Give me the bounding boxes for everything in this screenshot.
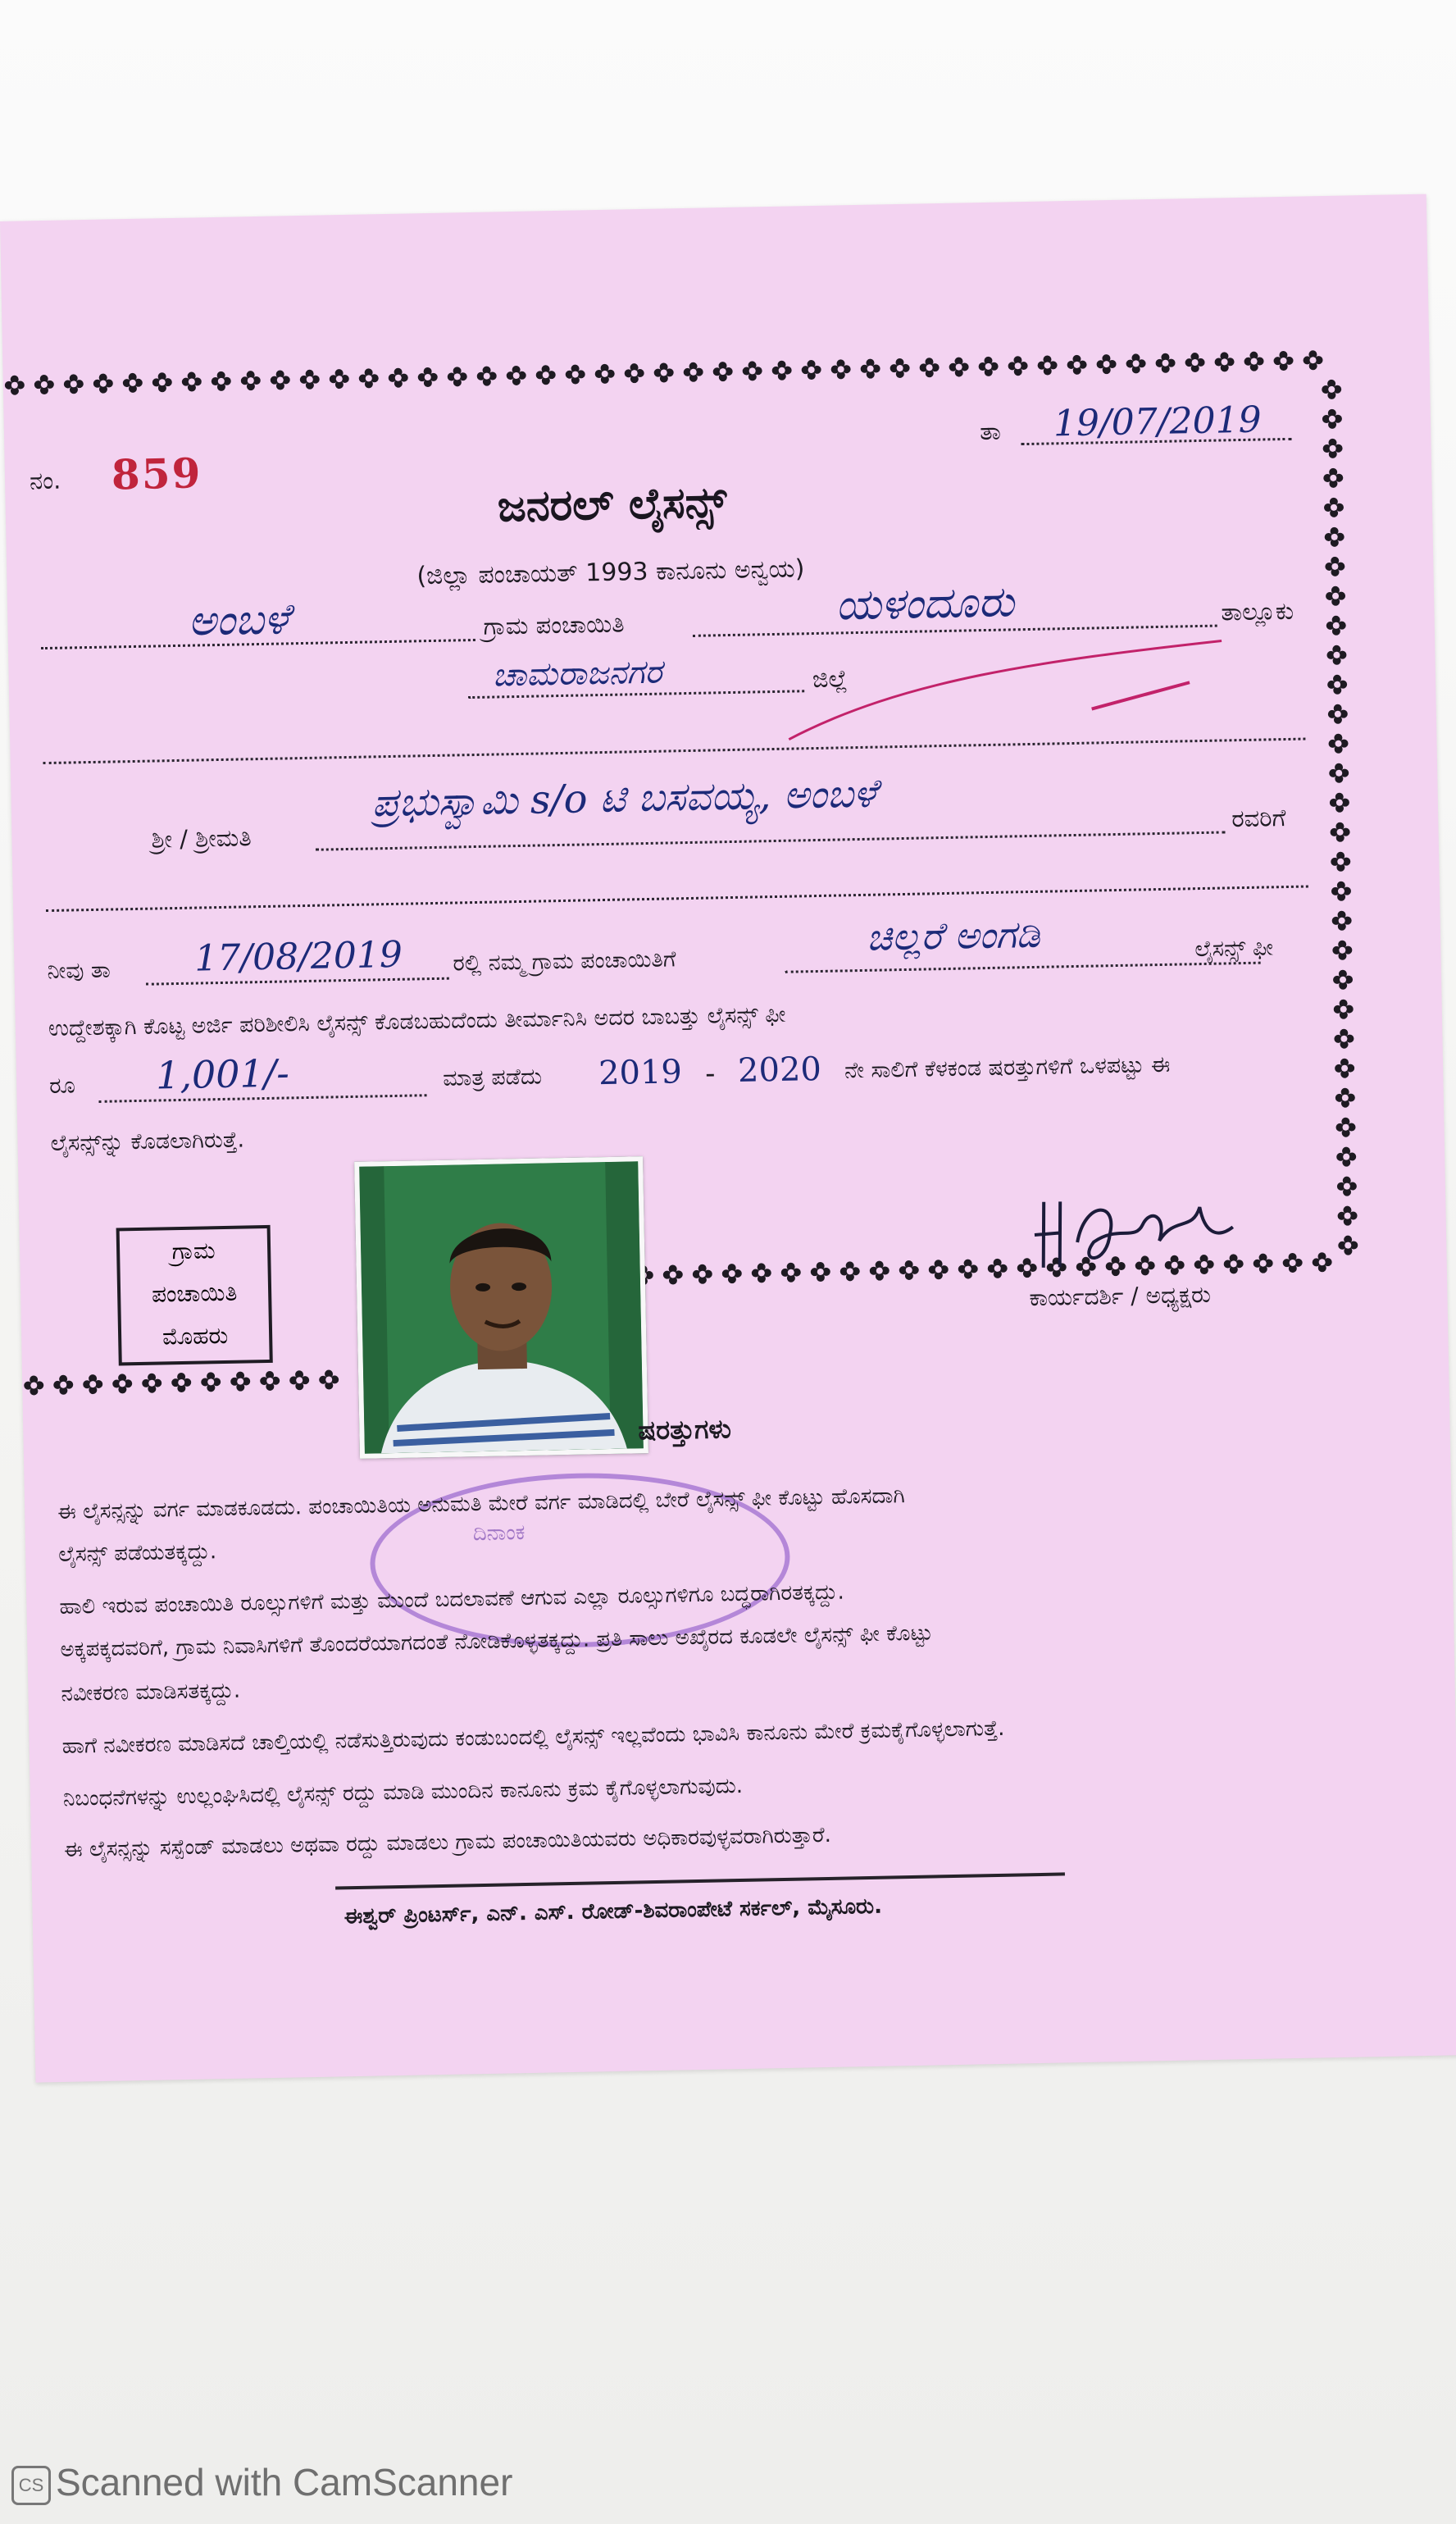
border-flower: [1331, 852, 1350, 872]
year-suffix: ನೇ ಸಾಲಿಗೆ ಕೆಳಕಂಡ ಷರತ್ತುಗಳಿಗೆ ಒಳಪಟ್ಟು ಈ: [844, 1051, 1171, 1084]
border-flower: [899, 1260, 919, 1280]
document-subtitle: (ಜಿಲ್ಲಾ ಪಂಚಾಯತ್ 1993 ಕಾನೂನು ಅನ್ವಯ): [416, 554, 805, 591]
border-flower: [771, 360, 791, 380]
border-flower: [1337, 1205, 1357, 1225]
border-flower: [624, 363, 644, 383]
border-flower: [330, 369, 349, 389]
application-date: 17/08/2019: [193, 933, 403, 980]
amount-mid: ಮಾತ್ರ ಪಡೆದು: [442, 1064, 543, 1091]
border-flower: [300, 370, 320, 390]
border-flower: [1185, 353, 1204, 372]
taluk-label: ತಾಲ್ಲೂಕು: [1221, 596, 1294, 626]
border-flower: [5, 375, 25, 394]
border-flower: [781, 1262, 801, 1282]
border-flower: [693, 1264, 712, 1284]
border-flower: [752, 1263, 771, 1283]
border-flower: [83, 1374, 102, 1394]
body-line-7: ಲೈಸನ್ಸ್‌ನ್ನು ಕೊಡಲಾಗಿರುತ್ತೆ.: [50, 1127, 245, 1157]
border-flower: [919, 358, 939, 377]
district-name: ಚಾಮರಾಜನಗರ: [492, 653, 662, 695]
border-flower: [1329, 763, 1349, 783]
border-flower: [53, 1375, 73, 1395]
date-value: 19/07/2019: [1053, 399, 1263, 445]
name-prefix: ಶ್ರೀ / ಶ್ರೀಮತಿ: [151, 823, 253, 854]
border-flower: [1334, 999, 1354, 1018]
border-flower: [93, 373, 113, 393]
border-flower: [1008, 356, 1027, 376]
border-flower: [1328, 734, 1348, 754]
printer-credit: ಈಶ್ವರ್ ಪ್ರಿಂಟರ್ಸ್, ಎನ್. ಎಸ್. ರೋಡ್-ಶಿವರಾಂಪೇಟೆ ಸರ್ಕಲ್, ಮೈಸೂರು.: [344, 1893, 883, 1929]
border-flower: [1322, 439, 1342, 458]
name-suffix: ರವರಿಗೆ: [1231, 804, 1286, 833]
pen-stroke-mark: [779, 624, 1240, 756]
signature-text: [1045, 1268, 1051, 1269]
panchayat-name: ಅಂಬಳೆ: [187, 595, 289, 646]
condition-1b: ಲೈಸನ್ಸ್ ಪಡೆಯತಕ್ಕದ್ದು.: [57, 1539, 217, 1567]
border-flower: [448, 367, 467, 386]
border-flower: [663, 1264, 683, 1284]
seal-line-2: ಪಂಚಾಯಿತಿ: [151, 1278, 238, 1308]
condition-3b: ನವೀಕರಣ ಮಾಡಿಸತಕ್ಕದ್ದು.: [61, 1678, 241, 1706]
border-flower: [1335, 1058, 1354, 1077]
border-flower: [742, 361, 762, 380]
holder-photo: [354, 1156, 648, 1459]
border-flower: [1303, 350, 1322, 370]
condition-6: ಈ ಲೈಸನ್ಸನ್ನು ಸಸ್ಪೆಂಡ್ ಮಾಡಲು ಅಥವಾ ರದ್ದು ಮಾಡಲು ಗ್ರಾಮ ಪಂಚಾಯಿತಿಯವರು ಅಧಿಕಾರವುಳ್ಳವರಾಗಿರುತ್ತಾರೆ.: [63, 1822, 832, 1862]
border-flower: [712, 362, 732, 381]
condition-3a: ಅಕ್ಕಪಕ್ಕದವರಿಗೆ, ಗ್ರಾಮ ನಿವಾಸಿಗಳಿಗೆ ತೊಂದರೆಯಾಗದಂತೆ ನೋಡಿಕೊಳ್ಳತಕ್ಕದ್ದು. ಪ್ರತಿ ಸಾಲು ಅಖೈರದ ಕೂಡಲೇ ಲೈಸನ್ಸ್ ಫೀ ಕೊಟ್ಟು: [60, 1620, 933, 1662]
border-flower: [683, 362, 703, 382]
border-flower: [830, 359, 850, 379]
date-label: ತಾ: [979, 417, 1002, 446]
border-flower: [123, 373, 143, 393]
border-flower: [1332, 941, 1352, 960]
border-flower: [1331, 882, 1351, 901]
border-flower: [64, 374, 84, 394]
border-flower: [1322, 409, 1342, 429]
border-flower: [112, 1374, 132, 1393]
border-flower: [230, 1371, 250, 1391]
camscanner-watermark: [11, 2460, 512, 2505]
border-flower: [929, 1260, 949, 1279]
border-flower: [890, 358, 909, 378]
border-flower: [1322, 380, 1341, 399]
border-flower: [1244, 351, 1263, 371]
border-flower: [565, 364, 585, 384]
condition-4: ಹಾಗೆ ನವೀಕರಣ ಮಾಡಿಸದೆ ಚಾಲ್ತಿಯಲ್ಲಿ ನಡೆಸುತ್ತಿರುವುದು ಕಂಡುಬಂದಲ್ಲಿ ಲೈಸನ್ಸ್ ಇಲ್ಲವೆಂದು ಭಾವಿಸಿ ಕಾನೂನು ಮೇರೆ ಕ್ರಮಕೈಗೊಳ್ಳಲಾಗುತ್ತೆ.: [61, 1715, 1005, 1759]
border-flower: [24, 1375, 43, 1395]
conditions-heading: ಷರತ್ತುಗಳು: [638, 1413, 732, 1447]
border-flower: [319, 1369, 339, 1389]
border-flower: [1282, 1253, 1302, 1273]
portrait-image: [359, 1161, 644, 1453]
border-flower: [870, 1260, 890, 1280]
business-purpose: ಚಿಲ್ಲರೆ ಅಂಗಡಿ: [866, 911, 1040, 959]
border-flower: [1326, 645, 1346, 665]
border-flower: [1326, 586, 1345, 606]
year-to: 2020: [737, 1050, 822, 1090]
border-flower: [978, 357, 998, 376]
amount-prefix: ರೂ: [48, 1073, 76, 1100]
border-flower: [171, 1373, 191, 1392]
serial-label: ನಂ.: [29, 466, 61, 495]
border-flower: [1336, 1146, 1356, 1166]
border-flower: [1338, 1235, 1358, 1255]
since-mid: ರಲ್ಲಿ ನಮ್ಮ ಗ್ರಾಮ ಪಂಚಾಯಿತಿಗೆ: [453, 946, 676, 977]
border-flower: [34, 375, 54, 394]
border-flower: [722, 1264, 742, 1283]
border-flower: [212, 371, 231, 391]
year-dash: -: [704, 1057, 716, 1091]
border-flower: [260, 1371, 280, 1391]
border-flower: [840, 1261, 860, 1281]
border-flower: [289, 1370, 309, 1390]
border-flower: [152, 372, 172, 392]
panchayat-seal-box: [116, 1225, 273, 1366]
border-flower: [1214, 352, 1234, 371]
document-title: ಜನರಲ್ ಲೈಸನ್ಸ್: [497, 478, 727, 532]
border-flower: [1323, 468, 1343, 488]
seal-line-3: ಮೊಹರು: [162, 1321, 229, 1351]
border-flower: [201, 1372, 221, 1392]
border-flower: [958, 1259, 978, 1278]
fee-amount: 1,001/-: [155, 1050, 290, 1098]
border-flower: [1096, 354, 1116, 374]
border-flower: [949, 357, 968, 376]
signature-mark: [1027, 1182, 1242, 1284]
since-prefix: ನೀವು ತಾ: [47, 957, 111, 985]
panchayat-label: ಗ್ರಾಮ ಪಂಚಾಯಿತಿ: [483, 609, 625, 640]
border-flower: [241, 371, 261, 390]
border-flower: [1328, 704, 1348, 724]
seal-line-1: ಗ್ರಾಮ: [171, 1237, 216, 1265]
border-flower: [477, 366, 497, 385]
border-flower: [1324, 498, 1344, 517]
border-flower: [182, 371, 202, 391]
border-flower: [801, 360, 821, 380]
border-flower: [1327, 675, 1347, 695]
border-flower: [1037, 355, 1057, 375]
border-flower: [988, 1259, 1008, 1278]
stamp-text: ದಿನಾಂಕ: [472, 1520, 526, 1547]
condition-2: ಹಾಲಿ ಇರುವ ಪಂಚಾಯಿತಿ ರೂಲ್ಸುಗಳಿಗೆ ಮತ್ತು ಮುಂದೆ ಬದಲಾವಣೆ ಆಗುವ ಎಲ್ಲಾ ರೂಲ್ಸುಗಳಿಗೂ ಬದ್ಧರಾಗಿರತಕ್ಕದ್ದು.: [59, 1579, 844, 1620]
border-flower: [653, 362, 673, 382]
border-flower: [1335, 1087, 1355, 1107]
border-flower: [1253, 1253, 1272, 1273]
border-flower: [1331, 911, 1351, 931]
border-flower: [1330, 793, 1349, 813]
condition-1a: ಈ ಲೈಸನ್ಸನ್ನು ವರ್ಗ ಮಾಡಕೂಡದು. ಪಂಚಾಯಿತಿಯ ಅನುಮತಿ ಮೇರೆ ವರ್ಗ ಮಾಡಿದಲ್ಲಿ ಬೇರೆ ಲೈಸನ್ಸ್ ಫೀ ಕೊಟ್ಟು ಹೊಸದಾಗಿ: [57, 1483, 905, 1524]
border-flower: [1324, 527, 1344, 547]
border-flower: [418, 367, 438, 387]
border-flower: [1155, 353, 1175, 373]
license-document: [0, 194, 1456, 2083]
border-flower: [1126, 353, 1145, 373]
serial-number: 859: [111, 449, 202, 499]
border-flower: [860, 358, 880, 378]
camscanner-icon: CS: [11, 2466, 51, 2505]
border-flower: [1334, 1028, 1354, 1048]
fee-suffix: ಲೈಸನ್ಸ್ ಫೀ: [1194, 935, 1274, 963]
district-label: ಜಿಲ್ಲೆ: [812, 664, 849, 694]
border-flower: [594, 364, 614, 384]
border-flower: [1273, 351, 1293, 371]
border-flower: [1333, 969, 1353, 989]
border-flower: [506, 366, 526, 385]
border-flower: [535, 365, 555, 385]
body-line-5: ಉದ್ದೇಶಕ್ಕಾಗಿ ಕೊಟ್ಟ ಅರ್ಜಿ ಪರಿಶೀಲಿಸಿ ಲೈಸನ್ಸ್ ಕೊಡಬಹುದೆಂದು ತೀರ್ಮಾನಿಸಿ ಅದರ ಬಾಬತ್ತು ಲೈಸನ್ಸ್ ಫೀ: [48, 1001, 786, 1042]
border-flower: [1337, 1176, 1357, 1196]
border-flower: [1326, 616, 1346, 636]
border-flower: [1330, 822, 1349, 842]
taluk-name: ಯಳಂದೂರು: [835, 577, 1015, 631]
year-from: 2019: [598, 1053, 683, 1093]
border-flower: [1312, 1252, 1331, 1272]
border-flower: [1067, 355, 1086, 375]
border-flower: [811, 1262, 830, 1282]
border-flower: [1335, 1117, 1355, 1137]
signatory-label: ಕಾರ್ಯದರ್ಶಿ / ಅಧ್ಯಕ್ಷರು: [1029, 1280, 1212, 1312]
holder-name: ಪ್ರಭುಸ್ವಾಮಿ s/o ಟಿ ಬಸವಯ್ಯ, ಅಂಬಳೆ: [371, 770, 877, 827]
border-flower: [271, 370, 290, 390]
border-flower: [142, 1373, 162, 1392]
border-flower: [359, 368, 379, 388]
camscanner-text: Scanned with CamScanner: [56, 2461, 513, 2503]
condition-5: ನಿಬಂಧನೆಗಳನ್ನು ಉಲ್ಲಂಘಿಸಿದಲ್ಲಿ ಲೈಸನ್ಸ್ ರದ್ದು ಮಾಡಿ ಮುಂದಿನ ಕಾನೂನು ಕ್ರಮ ಕೈಗೊಳ್ಳಲಾಗುವುದು.: [62, 1773, 744, 1811]
border-flower: [1325, 557, 1345, 576]
border-flower: [389, 367, 408, 387]
